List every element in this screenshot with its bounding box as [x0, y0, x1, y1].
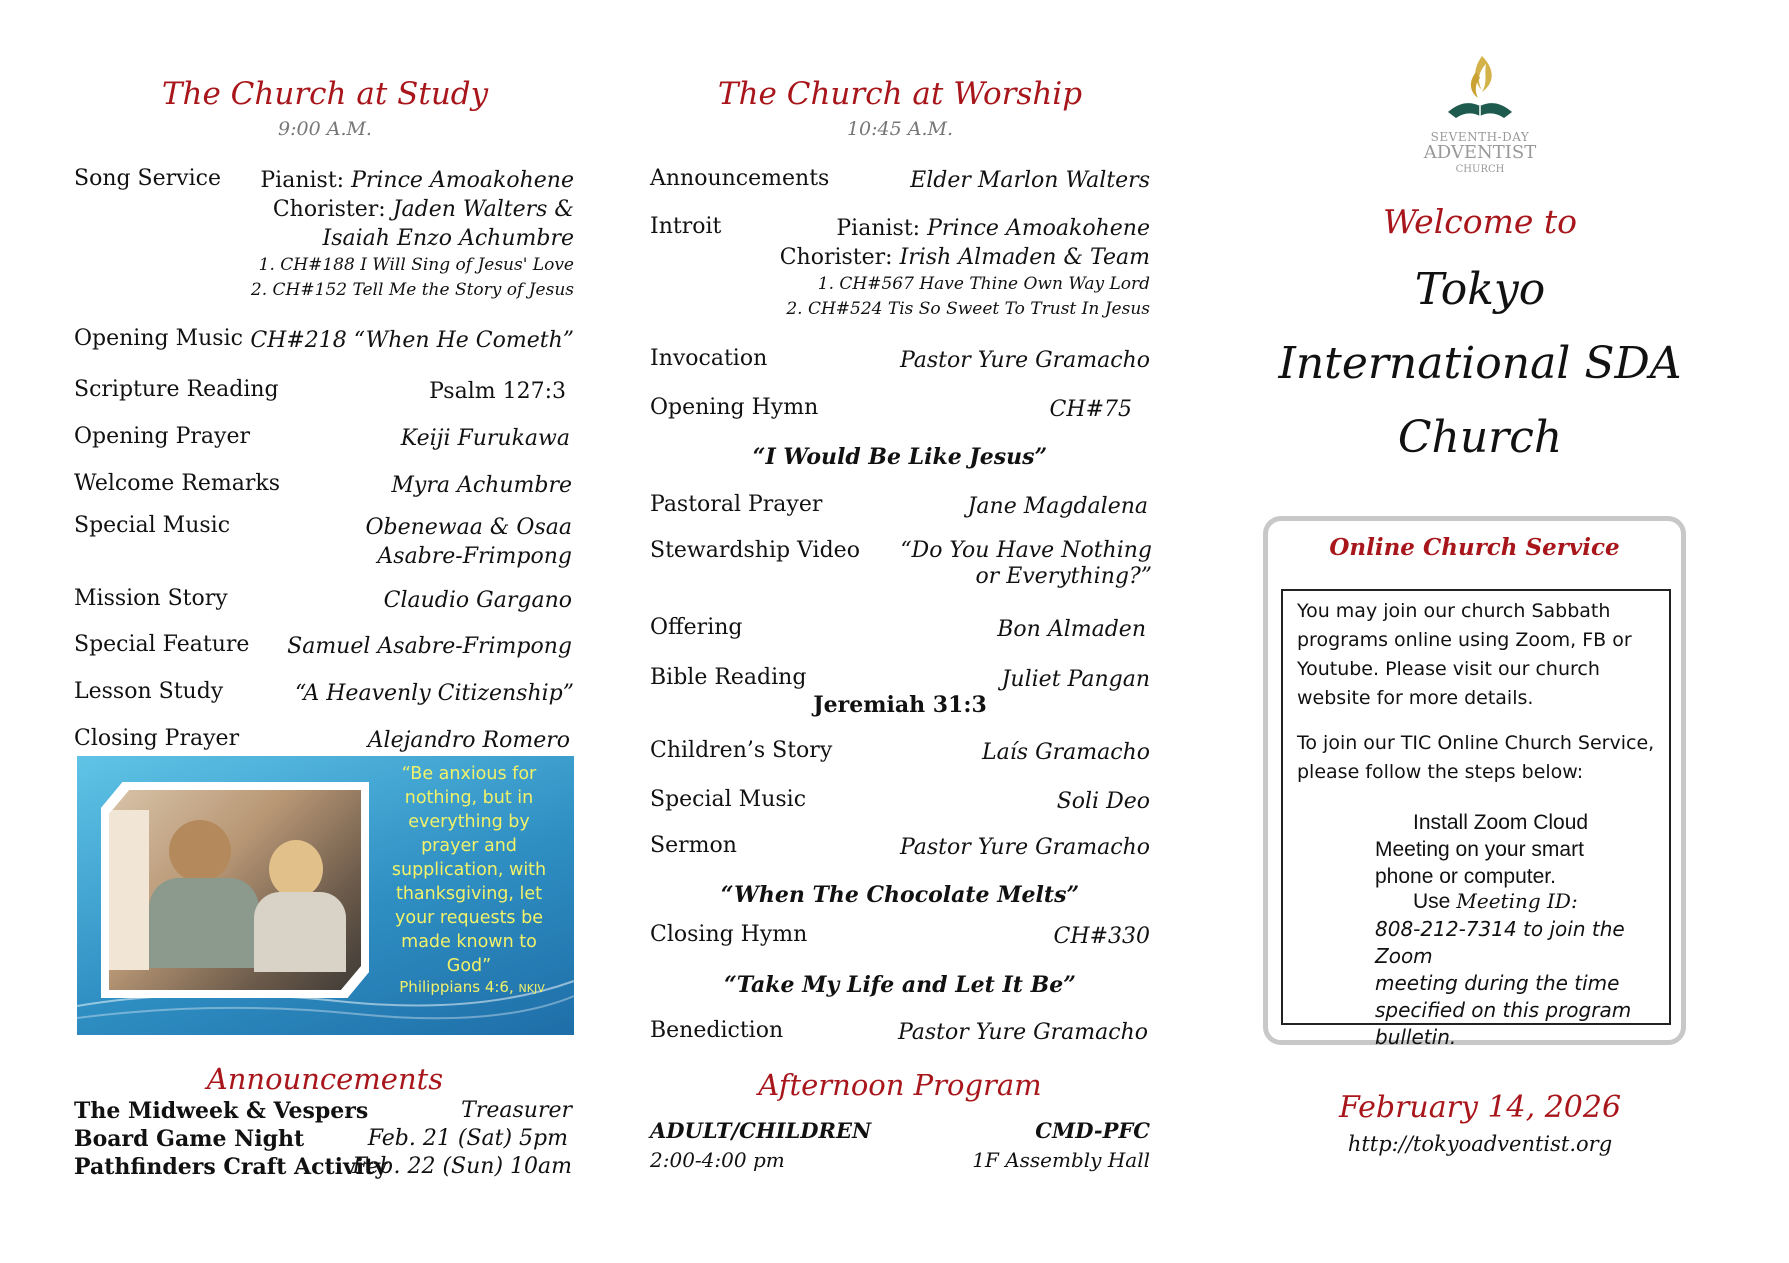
logo-text-line3: CHURCH — [1455, 164, 1505, 175]
online-service-title: Online Church Service — [1329, 534, 1620, 561]
bulletin-date: February 14, 2026 — [1338, 1090, 1622, 1125]
introit-row: Introit Pianist: Prince Amoakohene Chorister: Irish Almaden & Team 1. CH#567 Have Thine Own Way Lord 2. CH#524 Tis So Sweet To Trust In Jesus — [650, 214, 1150, 324]
announcement-item: The Midweek & Vespers Treasurer — [74, 1098, 572, 1124]
pastoral-prayer-row: Pastoral Prayer Jane Magdalena — [650, 492, 1148, 519]
church-name-line3: Church — [1397, 412, 1563, 463]
welcome-remarks-row: Welcome Remarks Myra Achumbre — [74, 471, 572, 498]
verse-image — [77, 756, 574, 1035]
song-service-value: Pianist: Prince Amoakohene Chorister: Jaden Walters & Isaiah Enzo Achumbre 1. CH#188 I Will Sing of Jesus' Love 2. CH#152 Tell Me the Story of Jesus — [251, 166, 574, 303]
benediction-row: Benediction Pastor Yure Gramacho — [650, 1018, 1148, 1045]
introit-hymn-1: 1. CH#567 Have Thine Own Way Lord — [817, 274, 1150, 294]
introit-hymn-2: 2. CH#524 Tis So Sweet To Trust In Jesus — [786, 299, 1150, 319]
worship-title: The Church at Worship — [717, 76, 1083, 112]
verse-text: “Be anxious for nothing, but in everything by prayer and supplication, with thanksgiving, let your requests be made known to God” — [391, 764, 547, 976]
opening-music-row: Opening Music CH#218 “When He Cometh” — [74, 326, 574, 353]
offering-row: Offering Bon Almaden — [650, 615, 1146, 642]
worship-time: 10:45 A.M. — [846, 118, 954, 140]
study-time: 9:00 A.M. — [278, 118, 372, 140]
bible-reading-row: Bible Reading Juliet Pangan — [650, 665, 1150, 692]
flame-bible-icon — [1442, 52, 1518, 126]
bible-reading-verse: Jeremiah 31:3 — [813, 692, 987, 718]
sermon-row: Sermon Pastor Yure Gramacho — [650, 833, 1150, 860]
logo-text-line2: ADVENTIST — [1423, 142, 1537, 163]
prayer-photo — [101, 782, 369, 998]
mission-story-row: Mission Story Claudio Gargano — [74, 586, 572, 613]
childrens-story-row: Children’s Story Laís Gramacho — [650, 738, 1150, 765]
song-hymn-1: 1. CH#188 I Will Sing of Jesus' Love — [258, 255, 574, 275]
online-service-instructions: You may join our church Sabbath programs online using Zoom, FB or Youtube. Please visit our church website for more details. To join our TIC Online Church Service, please follow the steps below: Install Zoom Cloud Meeting on your smart phone or computer. Use Meeting ID: 808-212-7314 to join the Zoom meeting during the time specified on this program bulletin. — [1281, 589, 1671, 1025]
opening-hymn-title: “I Would Be Like Jesus” — [752, 444, 1048, 470]
opening-prayer-row: Opening Prayer Keiji Furukawa — [74, 424, 570, 451]
church-name-line2: International SDA — [1278, 338, 1682, 389]
church-name-line1: Tokyo — [1414, 264, 1546, 315]
closing-prayer-row: Closing Prayer Alejandro Romero — [74, 726, 570, 753]
scripture-reading-row: Scripture Reading Psalm 127:3 — [74, 377, 566, 404]
sermon-title: “When The Chocolate Melts” — [720, 882, 1080, 908]
special-music-row-worship: Special Music Soli Deo — [650, 787, 1150, 814]
afternoon-left-head: ADULT/CHILDREN — [650, 1118, 872, 1143]
announcement-item: Pathfinders Craft Activity Feb. 22 (Sun) 10am — [74, 1154, 572, 1180]
zoom-step-1: Install Zoom Cloud Meeting on your smart phone or computer. — [1375, 811, 1589, 888]
closing-hymn-row: Closing Hymn CH#330 — [650, 922, 1150, 949]
lesson-study-row: Lesson Study “A Heavenly Citizenship” — [74, 679, 574, 706]
afternoon-right-head: CMD-PFC — [1035, 1118, 1150, 1143]
opening-hymn-row: Opening Hymn CH#75 — [650, 395, 1132, 422]
closing-hymn-title: “Take My Life and Let It Be” — [724, 972, 1076, 998]
special-music-row: Special Music Obenewaa & Osaa Asabre-Frimpong — [74, 513, 572, 569]
afternoon-left-sub: 2:00-4:00 pm — [650, 1148, 785, 1172]
song-service-label: Song Service — [74, 166, 221, 191]
stewardship-video-row: Stewardship Video “Do You Have Nothing or Everything?” — [650, 538, 1152, 589]
invocation-row: Invocation Pastor Yure Gramacho — [650, 346, 1150, 373]
verse-reference: Philippians 4:6, NKJV — [399, 978, 545, 996]
song-service-row — [74, 166, 574, 306]
adventist-logo — [1420, 52, 1540, 182]
worship-announcements-row: Announcements Elder Marlon Walters — [650, 166, 1150, 193]
announcements-title: Announcements — [206, 1062, 444, 1096]
announcement-item: Board Game Night Feb. 21 (Sat) 5pm — [74, 1126, 568, 1152]
afternoon-title: Afternoon Program — [758, 1068, 1042, 1102]
special-feature-row: Special Feature Samuel Asabre-Frimpong — [74, 632, 572, 659]
welcome-text: Welcome to — [1382, 202, 1578, 241]
song-hymn-2: 2. CH#152 Tell Me the Story of Jesus — [250, 280, 574, 300]
afternoon-right-sub: 1F Assembly Hall — [972, 1148, 1150, 1172]
logo-text-line1: SEVENTH-DAY — [1430, 130, 1530, 144]
study-title: The Church at Study — [161, 76, 489, 112]
zoom-step-2: Use Meeting ID: 808-212-7314 to join the Zoom meeting during the time specified on this program bulletin. — [1375, 889, 1632, 1049]
church-website-link[interactable]: http://tokyoadventist.org — [1347, 1132, 1613, 1156]
